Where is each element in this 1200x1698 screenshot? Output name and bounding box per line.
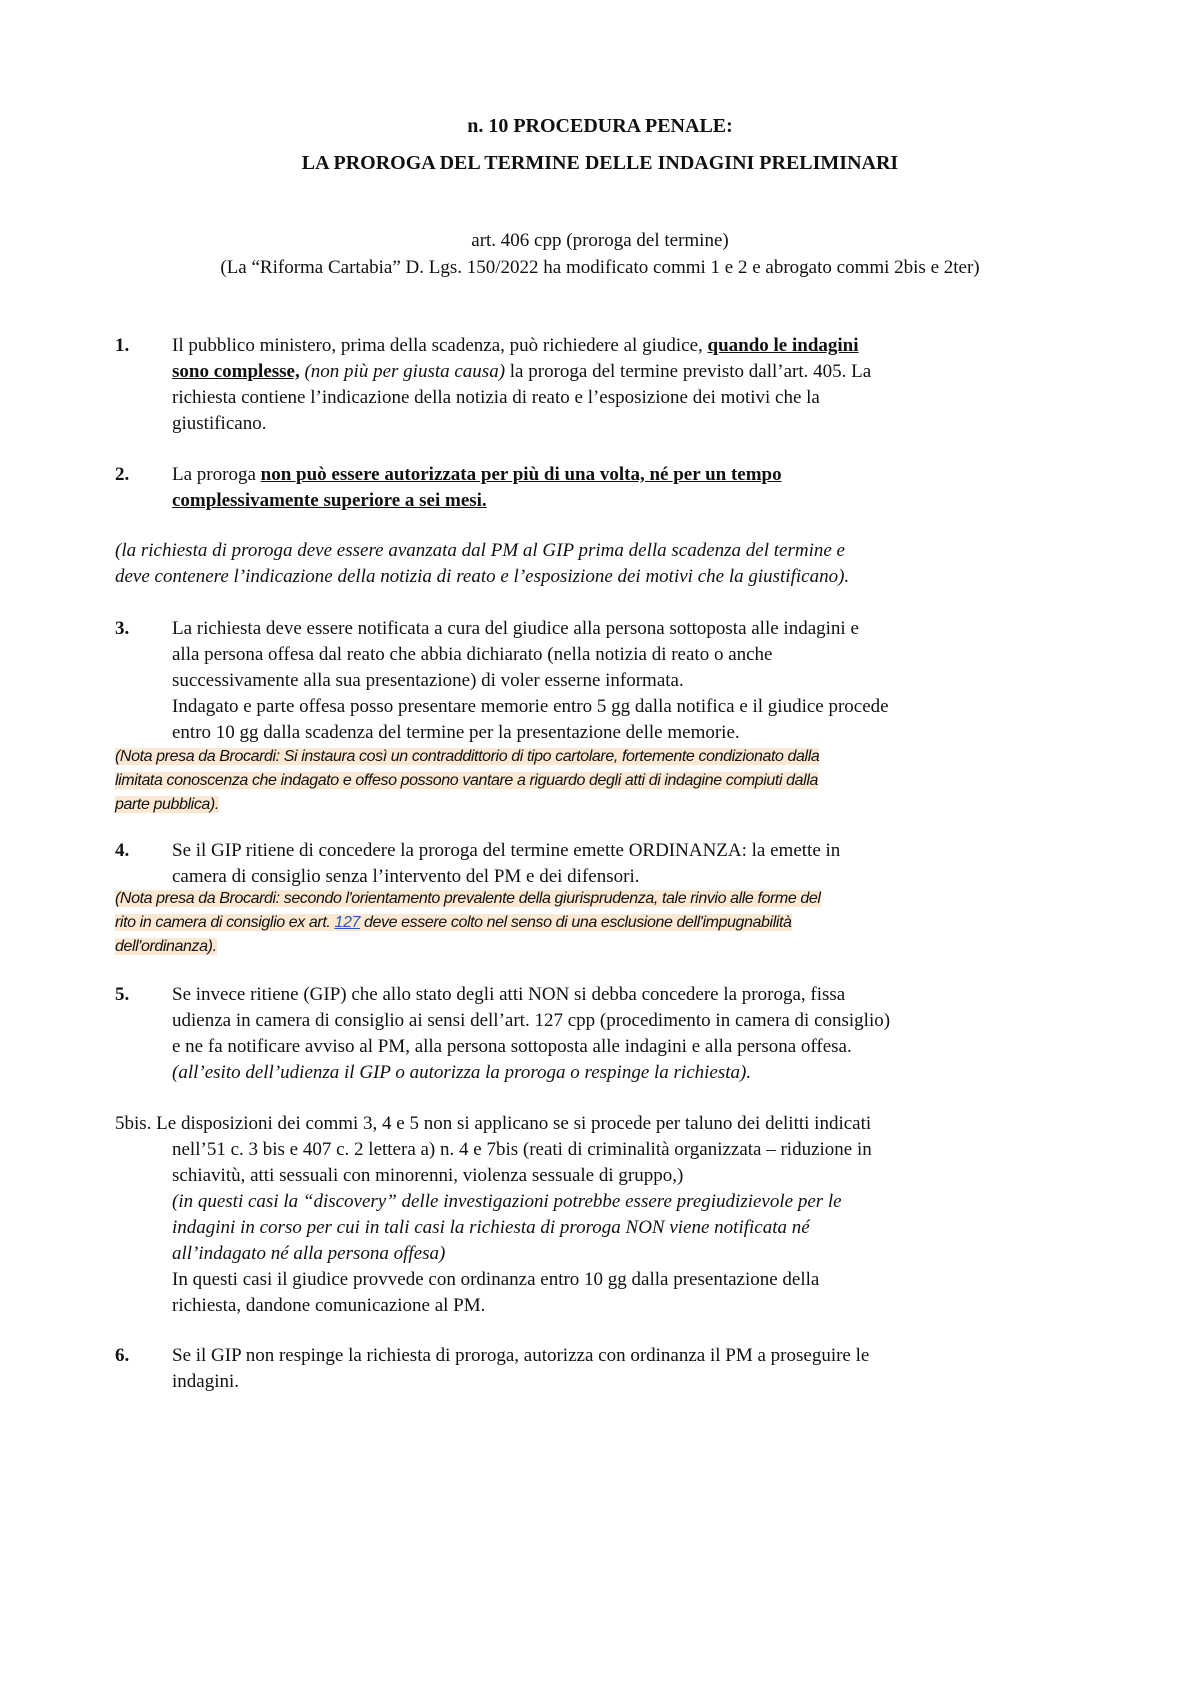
- text: Il pubblico ministero, prima della scadenza, può richiedere al giudice,: [172, 335, 708, 356]
- text-line: e ne fa notificare avviso al PM, alla persona sottoposta alle indagini e alla persona offesa.: [172, 1036, 852, 1057]
- italic-text-line: (all’esito dell’udienza il GIP o autorizza la proroga o respinge la richiesta).: [172, 1062, 752, 1083]
- emphasis: complessivamente superiore a sei mesi.: [172, 490, 487, 511]
- italic-text-line: (in questi casi la “discovery” delle investigazioni potrebbe essere pregiudizievole per le: [172, 1191, 842, 1212]
- emphasis: quando le indagini: [707, 335, 859, 356]
- text-line: udienza in camera di consiglio ai sensi dell’art. 127 cpp (procedimento in camera di consiglio): [172, 1010, 891, 1031]
- text-line: Se il GIP non respinge la richiesta di proroga, autorizza con ordinanza il PM a proseguire le: [172, 1345, 870, 1366]
- text-line: 5bis. Le disposizioni dei commi 3, 4 e 5 non si applicano se si procede per taluno dei delitti indicati: [115, 1113, 872, 1134]
- text-line: schiavitù, atti sessuali con minorenni, violenza sessuale di gruppo,): [172, 1165, 684, 1186]
- paragraph-5: [115, 982, 890, 1086]
- text-line: Indagato e parte offesa posso presentare memorie entro 5 gg dalla notifica e il giudice procede: [172, 696, 889, 717]
- text-line: giustificano.: [172, 413, 267, 434]
- paragraph-1: [115, 333, 871, 437]
- text-line: (la richiesta di proroga deve essere avanzata dal PM al GIP prima della scadenza del termine e: [115, 540, 845, 561]
- paragraph-2-note: [115, 538, 849, 590]
- text-line: indagini.: [172, 1371, 240, 1392]
- italic-text: (non più per giusta causa): [299, 361, 506, 382]
- highlighted-text: (Nota presa da Brocardi: Si instaura così un contraddittorio di tipo cartolare, fortemente condizionato dalla: [115, 748, 820, 765]
- paragraph-4: [115, 838, 840, 890]
- highlighted-text: dell'ordinanza).: [115, 938, 217, 955]
- text-line: Se il GIP ritiene di concedere la proroga del termine emette ORDINANZA: la emette in: [172, 840, 841, 861]
- text-line: Se invece ritiene (GIP) che allo stato degli atti NON si debba concedere la proroga, fissa: [172, 984, 846, 1005]
- text-line: entro 10 gg dalla scadenza del termine per la presentazione delle memorie.: [172, 722, 740, 743]
- item-number: 5.: [115, 984, 130, 1005]
- text-line: In questi casi il giudice provvede con ordinanza entro 10 gg dalla presentazione della: [172, 1269, 820, 1290]
- item-number: 1.: [115, 335, 130, 356]
- text-line: alla persona offesa dal reato che abbia dichiarato (nella notizia di reato o anche: [172, 644, 773, 665]
- document-title-line2: LA PROROGA DEL TERMINE DELLE INDAGINI PRELIMINARI: [301, 152, 899, 174]
- highlighted-text: deve essere colto nel senso di una esclusione dell'impugnabilità: [359, 914, 792, 931]
- text-line: nell’51 c. 3 bis e 407 c. 2 lettera a) n. 4 e 7bis (reati di criminalità organizzata – riduzione in: [172, 1139, 872, 1160]
- paragraph-3: [115, 616, 889, 746]
- subtitle-line1: art. 406 cpp (proroga del termine): [471, 230, 729, 251]
- item-number: 3.: [115, 618, 130, 639]
- italic-text-line: all’indagato né alla persona offesa): [172, 1243, 446, 1264]
- text-line: camera di consiglio senza l’intervento del PM e dei difensori.: [172, 866, 640, 887]
- paragraph-5bis: [115, 1111, 872, 1319]
- article-127-link[interactable]: 127: [334, 914, 360, 931]
- text-line: richiesta contiene l’indicazione della notizia di reato e l’esposizione dei motivi che la: [172, 387, 820, 408]
- text-line: successivamente alla sua presentazione) di voler esserne informata.: [172, 670, 684, 691]
- item-number: 6.: [115, 1345, 130, 1366]
- text-line: deve contenere l’indicazione della notizia di reato e l’esposizione dei motivi che la giustificano).: [115, 566, 850, 587]
- brocardi-note-3: [115, 745, 819, 817]
- highlighted-text: rito in camera di consiglio ex art.: [115, 914, 335, 931]
- item-number: 2.: [115, 464, 130, 485]
- text: La proroga: [172, 464, 261, 485]
- brocardi-note-4: [115, 887, 821, 959]
- italic-text-line: indagini in corso per cui in tali casi la richiesta di proroga NON viene notificata né: [172, 1217, 810, 1238]
- highlighted-text: limitata conoscenza che indagato e offeso possono vantare a riguardo degli atti di indagine compiuti dalla: [115, 772, 818, 789]
- document-title-line1: n. 10 PROCEDURA PENALE:: [467, 115, 733, 137]
- text-line: richiesta, dandone comunicazione al PM.: [172, 1295, 486, 1316]
- item-number: 4.: [115, 840, 130, 861]
- emphasis: sono complesse,: [172, 361, 300, 382]
- emphasis: non può essere autorizzata per più di una volta, né per un tempo: [260, 464, 782, 485]
- text-line: La richiesta deve essere notificata a cura del giudice alla persona sottoposta alle indagini e: [172, 618, 859, 639]
- highlighted-text: parte pubblica).: [115, 796, 219, 813]
- subtitle-line2: (La “Riforma Cartabia” D. Lgs. 150/2022 ha modificato commi 1 e 2 e abrogato commi 2bis e 2ter): [220, 257, 980, 278]
- paragraph-6: [115, 1343, 869, 1395]
- paragraph-2: [115, 462, 782, 514]
- highlighted-text: (Nota presa da Brocardi: secondo l'orientamento prevalente della giurisprudenza, tale rinvio alle forme del: [115, 890, 821, 907]
- text: la proroga del termine previsto dall’art. 405. La: [505, 361, 872, 382]
